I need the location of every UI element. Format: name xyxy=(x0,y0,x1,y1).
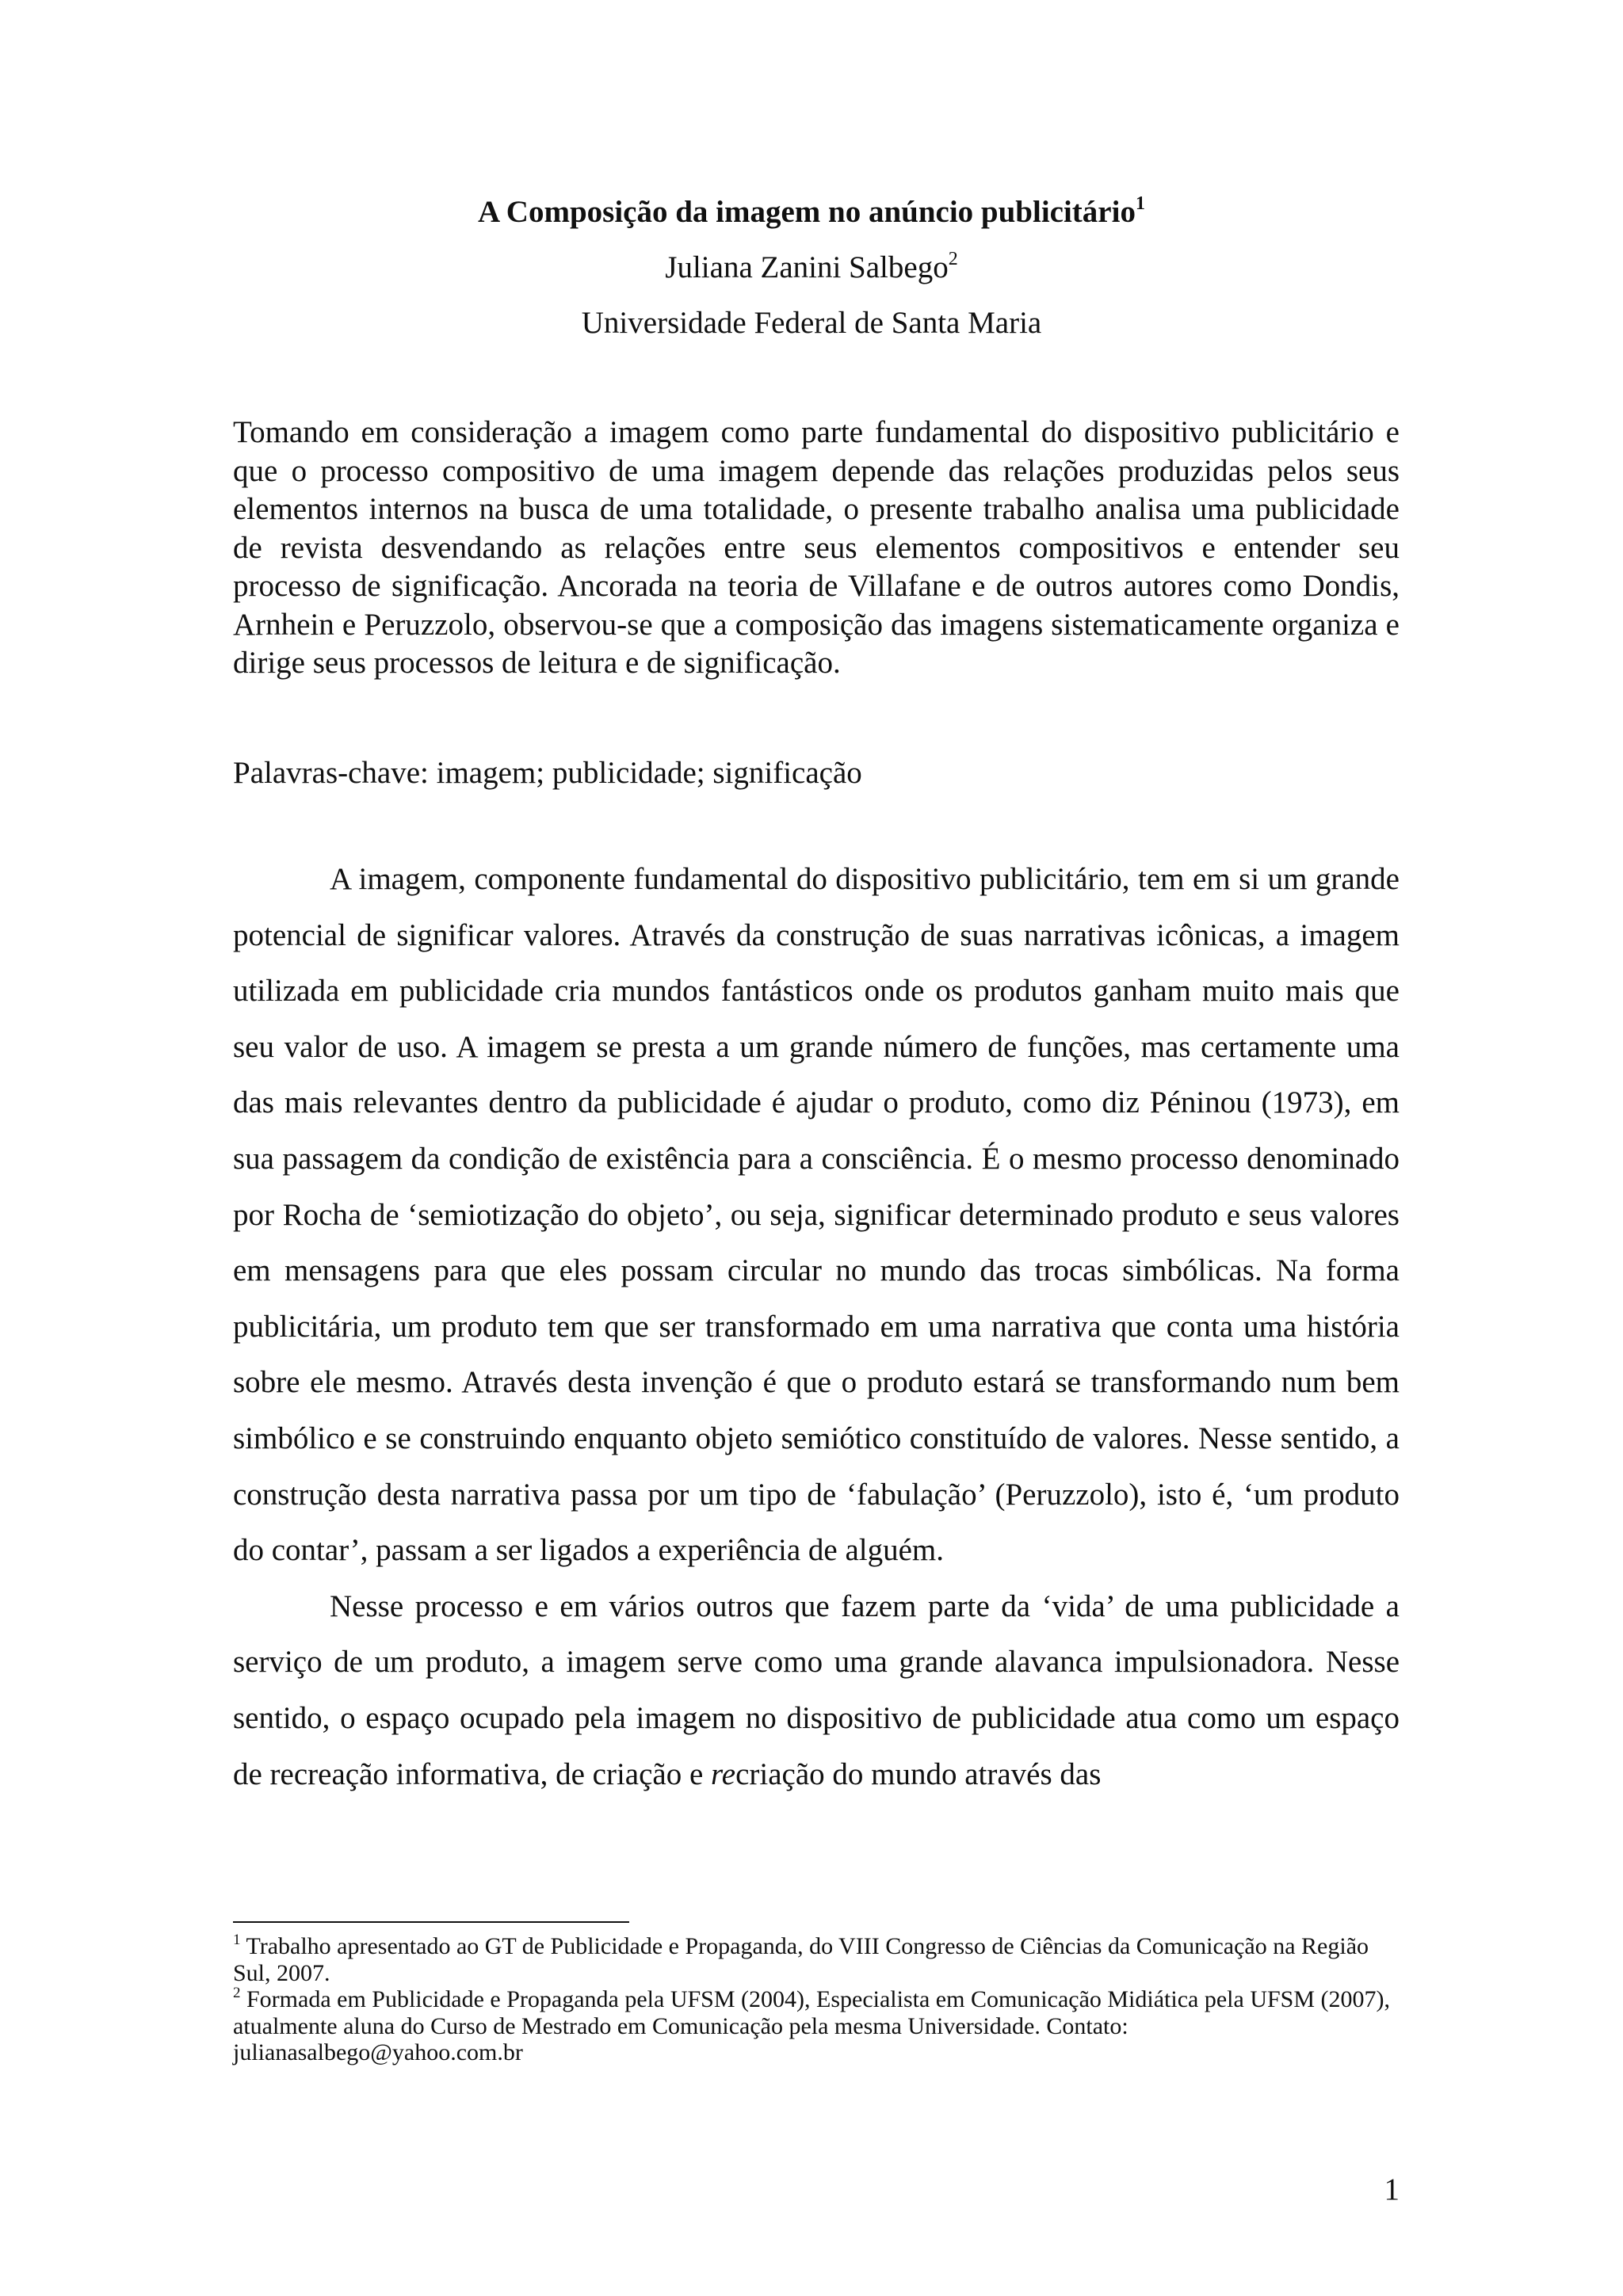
footnote-separator xyxy=(233,1921,629,1923)
paper-header xyxy=(0,185,1623,351)
footnotes xyxy=(233,1933,1400,2066)
italic-prefix: re xyxy=(711,1756,736,1791)
institution: Universidade Federal de Santa Maria xyxy=(581,306,1042,340)
body-paragraph-1: A imagem, componente fundamental do dispositivo publicitário, tem em si um grande potencial de significar valores. Através da construção de suas narrativas icônicas, a imagem utilizada em publicidade cria mundos fantásticos onde os produtos ganham muito mais que seu valor de uso. A imagem se presta a um grande número de funções, mas certamente uma das mais relevantes dentro da publicidade é ajudar o produto, como diz Péninou (1973), em sua passagem da condição de existência para a consciência. É o mesmo processo denominado por Rocha de ‘semiotização do objeto’, ou seja, significar determinado produto e seus valores em mensagens para que eles possam circular no mundo das trocas simbólicas. Na forma publicitária, um produto tem que ser transformado em uma narrativa que conta uma história sobre ele mesmo. Através desta invenção é que o produto estará se transformando num bem simbólico e se construindo enquanto objeto semiótico constituído de valores. Nesse sentido, a construção desta narrativa passa por um tipo de ‘fabulação’ (Peruzzolo), isto é, ‘um produto do contar’, passam a ser ligados a experiência de alguém. xyxy=(233,862,1400,1568)
author-name: Juliana Zanini Salbego$^2$ xyxy=(665,249,958,284)
keywords: Palavras-chave: imagem; publicidade; significação xyxy=(233,756,862,790)
title-footnote-marker[interactable]: 1 xyxy=(1135,193,1145,214)
footnote-2: $^2$ Formada em Publicidade e Propaganda pela UFSM (2004), Especialista em Comunicação Midiática pela UFSM (2007), atualmente aluna do Curso de Mestrado em Comunicação pela mesma Universidade. Contato: julianasalbego@yahoo.com.br xyxy=(233,1985,1391,2065)
abstract: Tomando em consideração a imagem como parte fundamental do dispositivo publicitário e que o processo compositivo de uma imagem depende das relações produzidas pelos seus elementos internos na busca de uma totalidade, o presente trabalho analisa uma publicidade de revista desvendando as relações entre seus elementos compositivos e entender seu processo de significação. Ancorada na teoria de Villafane e de outros autores como Dondis, Arnhein e Peruzzolo, observou-se que a composição das imagens sistematicamente organiza e dirige seus processos de leitura e de significação. xyxy=(233,415,1400,680)
author-footnote-marker[interactable]: 2 xyxy=(948,249,958,269)
body-text xyxy=(233,852,1400,1802)
body-paragraph-2: Nesse processo e em vários outros que fazem parte da ‘vida’ de uma publicidade a serviço de um produto, a imagem serve como uma grande alavanca impulsionadora. Nesse sentido, o espaço ocupado pela imagem no dispositivo de publicidade atua como um espaço de recreação informativa, de criação e recriação do mundo através das xyxy=(233,1589,1400,1791)
footnote-1: $^1$ Trabalho apresentado ao GT de Publicidade e Propaganda, do VIII Congresso de Ciências da Comunicação na Região Sul, 2007. xyxy=(233,1932,1369,1986)
page-number: 1 xyxy=(1384,2172,1400,2206)
paper-title: A Composição da imagem no anúncio publicitário$^1$ xyxy=(478,193,1145,229)
